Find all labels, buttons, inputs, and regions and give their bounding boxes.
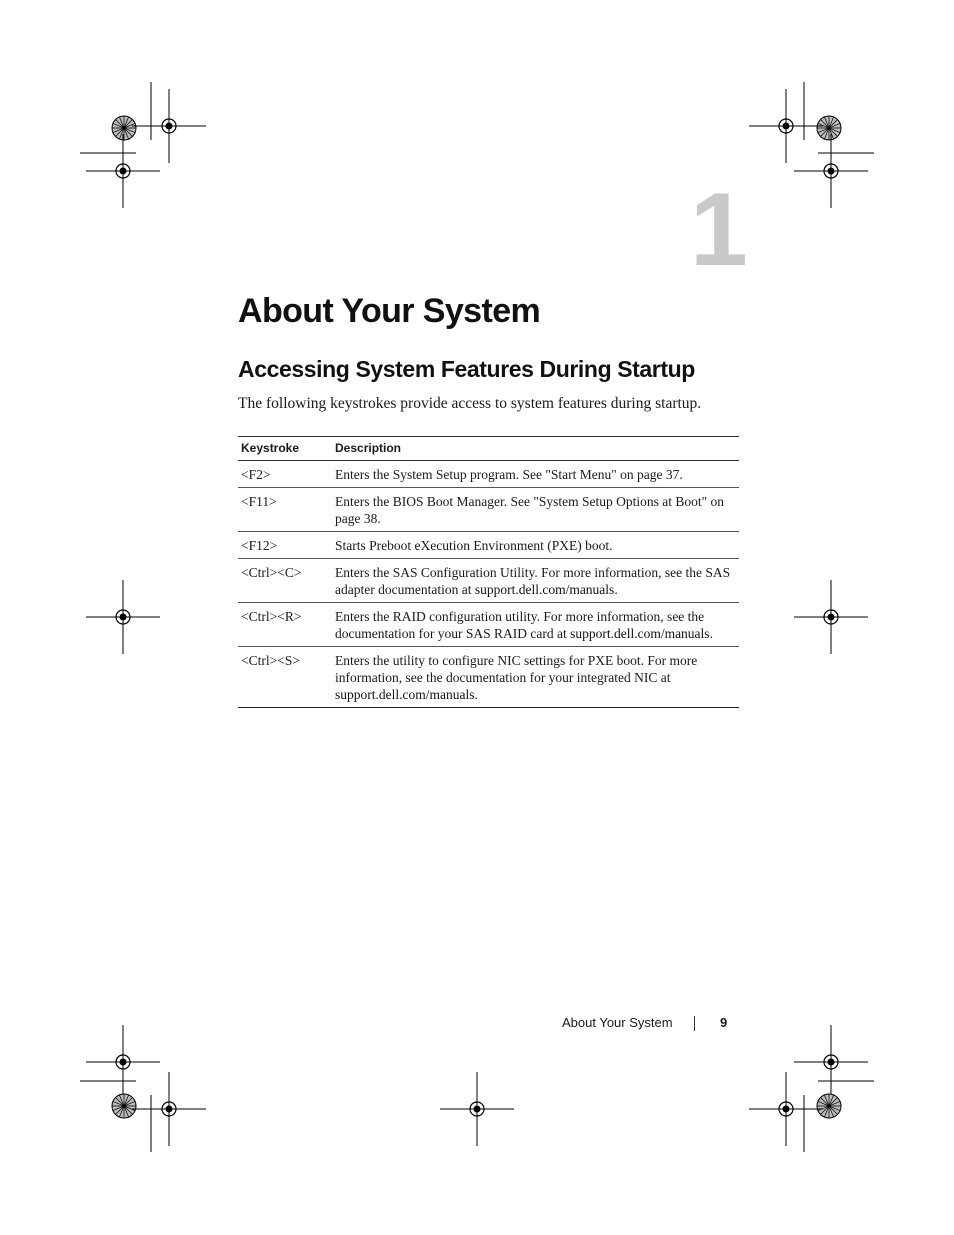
manuals-link[interactable]: support.dell.com/manuals xyxy=(570,626,710,641)
description-text: Enters the System Setup program. See "Start Menu" on page 37. xyxy=(335,467,683,482)
intro-paragraph: The following keystrokes provide access to system features during startup. xyxy=(238,395,702,412)
description-cell xyxy=(332,559,739,603)
crosshair-registration-icon xyxy=(749,1072,823,1146)
chapter-number: 1 xyxy=(690,172,748,288)
description-tail: . xyxy=(709,626,713,641)
description-cell xyxy=(332,647,739,708)
starburst-target-icon xyxy=(817,116,841,140)
footer-divider xyxy=(694,1016,695,1031)
table-row xyxy=(238,488,739,532)
description-cell xyxy=(332,532,739,559)
manuals-link[interactable]: support.dell.com/manuals xyxy=(335,687,475,702)
footer-title: About Your System xyxy=(562,1015,673,1030)
starburst-target-icon xyxy=(112,1094,136,1118)
crosshair-registration-icon xyxy=(794,1025,868,1099)
page-number: 9 xyxy=(720,1015,728,1030)
section-heading: Accessing System Features During Startup xyxy=(238,356,695,382)
crosshair-registration-icon xyxy=(86,580,160,654)
description-cell xyxy=(332,461,739,488)
table-row xyxy=(238,603,739,647)
keystroke-cell: <Ctrl><C> xyxy=(238,559,332,603)
keystroke-cell: <Ctrl><R> xyxy=(238,603,332,647)
manuals-link[interactable]: support.dell.com/manuals xyxy=(474,582,615,597)
table-header-row xyxy=(238,437,739,461)
description-text: Enters the BIOS Boot Manager. See "System Setup Options at Boot" on page 38. xyxy=(335,494,724,526)
starburst-target-icon xyxy=(817,1094,841,1118)
crosshair-registration-icon xyxy=(132,89,206,163)
table-row xyxy=(238,559,739,603)
crosshair-registration-icon xyxy=(749,89,823,163)
crosshair-registration-icon xyxy=(440,1072,514,1146)
crosshair-registration-icon xyxy=(794,134,868,208)
description-cell xyxy=(332,488,739,532)
crosshair-registration-icon xyxy=(794,580,868,654)
description-text: Enters the utility to configure NIC settings for PXE boot. For more information, see the documentation for your integrated NIC at xyxy=(335,653,698,685)
table-row xyxy=(238,532,739,559)
keystroke-cell: <F11> xyxy=(238,488,332,532)
description-text: Enters the RAID configuration utility. For more information, see the documentation for your SAS RAID card at xyxy=(335,609,705,641)
crosshair-registration-icon xyxy=(86,1025,160,1099)
description-tail: . xyxy=(474,687,478,702)
description-text: Enters the SAS Configuration Utility. For more information, see the SAS adapter documentation at xyxy=(335,565,731,597)
description-cell xyxy=(332,603,739,647)
crosshair-registration-icon xyxy=(86,134,160,208)
keystroke-table xyxy=(238,436,739,708)
table-row xyxy=(238,647,739,708)
crosshair-registration-icon xyxy=(132,1072,206,1146)
chapter-title: About Your System xyxy=(238,292,541,330)
keystroke-cell: <F2> xyxy=(238,461,332,488)
column-header-keystroke: Keystroke xyxy=(238,437,332,461)
starburst-target-icon xyxy=(112,116,136,140)
keystroke-cell: <Ctrl><S> xyxy=(238,647,332,708)
table-row xyxy=(238,461,739,488)
keystroke-cell: <F12> xyxy=(238,532,332,559)
description-text: Starts Preboot eXecution Environment (PXE) boot. xyxy=(335,538,613,553)
column-header-description: Description xyxy=(332,437,739,461)
description-tail: . xyxy=(614,582,618,597)
